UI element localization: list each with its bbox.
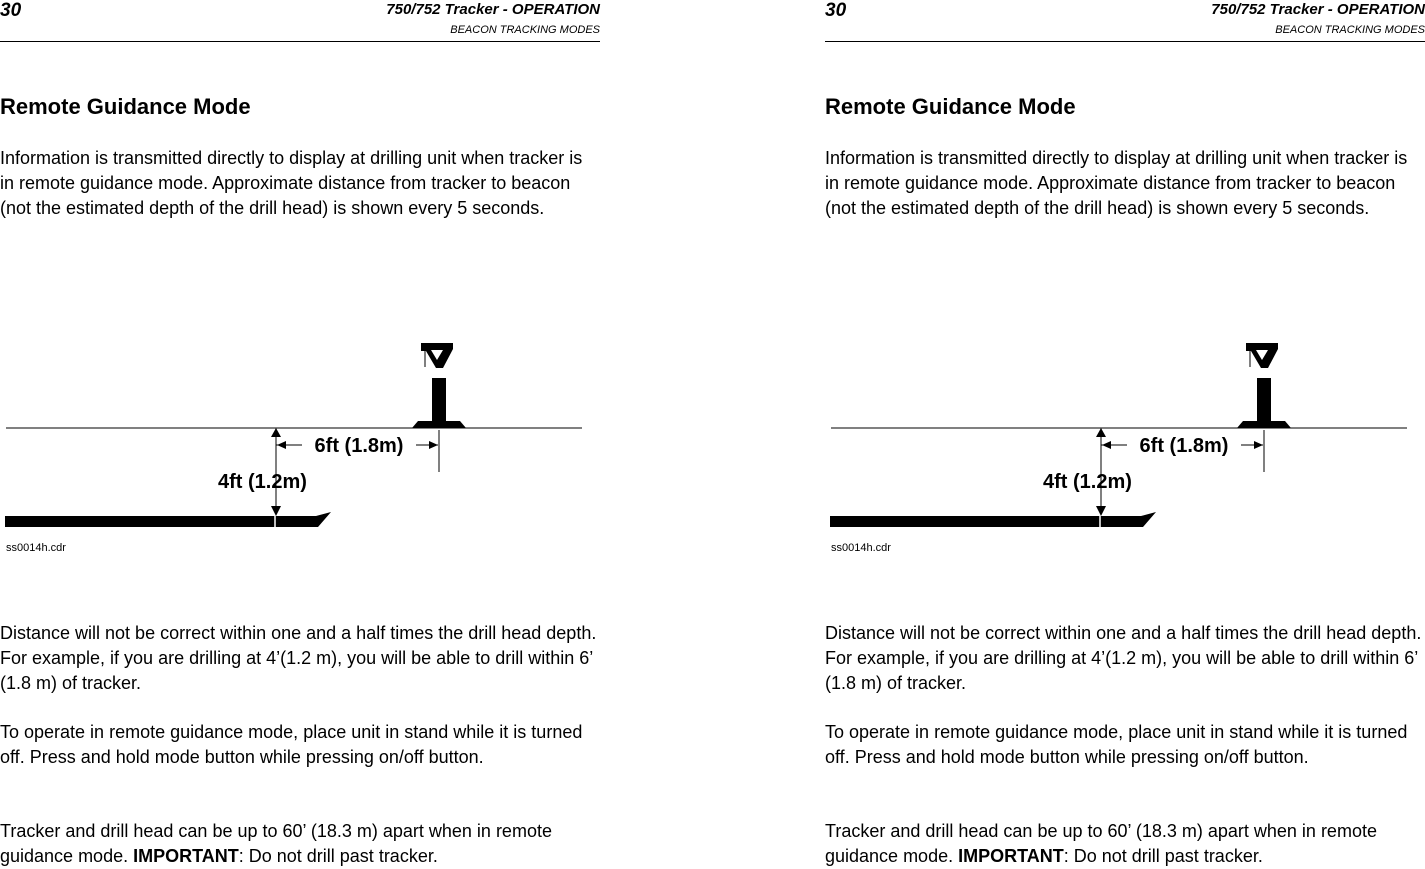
important-label: IMPORTANT [133, 846, 239, 866]
header-rule [825, 41, 1425, 42]
remote-guidance-diagram [0, 340, 600, 560]
drill-rod [5, 512, 331, 527]
tracker-paragraph-warning: : Do not drill past tracker. [238, 846, 438, 866]
page-number: 30 [825, 0, 847, 21]
horizontal-distance-label: 6ft (1.8m) [314, 435, 404, 457]
distance-paragraph: Distance will not be correct within one and a half times the drill head depth. For example, if you are drilling at 4’(1.2 m), you will be able to drill within 6’ (1.8 m) of tracker. [825, 623, 1422, 693]
important-label: IMPORTANT [958, 846, 1064, 866]
tracker-paragraph-text: Tracker and drill head can be up to 60’ (18.3 m) apart when in remote guidance mode. [0, 821, 552, 866]
page-left [0, 0, 600, 867]
section-title: Remote Guidance Mode [0, 94, 251, 119]
distance-paragraph: Distance will not be correct within one and a half times the drill head depth. For example, if you are drilling at 4’(1.2 m), you will be able to drill within 6’ (1.8 m) of tracker. [0, 623, 597, 693]
depth-label: 4ft (1.2m) [218, 471, 307, 493]
running-header-subtitle: BEACON TRACKING MODES [1275, 24, 1425, 36]
operate-paragraph: To operate in remote guidance mode, place unit in stand while it is turned off. Press and hold mode button while pressing on/off button. [0, 722, 583, 767]
tracker-icon [1237, 343, 1291, 428]
header-rule [0, 41, 600, 42]
tracker-paragraph-text: Tracker and drill head can be up to 60’ (18.3 m) apart when in remote guidance mode. [825, 821, 1377, 866]
tracker-paragraph [0, 819, 600, 869]
remote-guidance-diagram [825, 340, 1425, 560]
tracker-paragraph-warning: : Do not drill past tracker. [1063, 846, 1263, 866]
remote-guidance-figure [825, 340, 1425, 560]
figure-filename: ss0014h.cdr [831, 542, 891, 554]
running-header-title: 750/752 Tracker - OPERATION [1211, 1, 1425, 18]
running-header-subtitle: BEACON TRACKING MODES [450, 24, 600, 36]
depth-dimension [271, 506, 281, 516]
tracker-paragraph [825, 819, 1425, 869]
page-number: 30 [0, 0, 22, 21]
section-title: Remote Guidance Mode [825, 94, 1076, 119]
horizontal-distance-label: 6ft (1.8m) [1139, 435, 1229, 457]
drill-rod [830, 512, 1156, 527]
figure-filename: ss0014h.cdr [6, 542, 66, 554]
operate-paragraph: To operate in remote guidance mode, place unit in stand while it is turned off. Press and hold mode button while pressing on/off button. [825, 722, 1408, 767]
page-right [825, 0, 1425, 867]
tracker-icon [412, 343, 466, 428]
depth-label: 4ft (1.2m) [1043, 471, 1132, 493]
running-header-title: 750/752 Tracker - OPERATION [386, 1, 600, 18]
remote-guidance-figure [0, 340, 600, 560]
intro-paragraph: Information is transmitted directly to display at drilling unit when tracker is in remote guidance mode. Approximate distance from tracker to beacon (not the estimated depth of the drill head) is shown every 5 seconds. [0, 148, 583, 218]
intro-paragraph: Information is transmitted directly to display at drilling unit when tracker is in remote guidance mode. Approximate distance from tracker to beacon (not the estimated depth of the drill head) is shown every 5 seconds. [825, 148, 1408, 218]
depth-dimension [1096, 506, 1106, 516]
